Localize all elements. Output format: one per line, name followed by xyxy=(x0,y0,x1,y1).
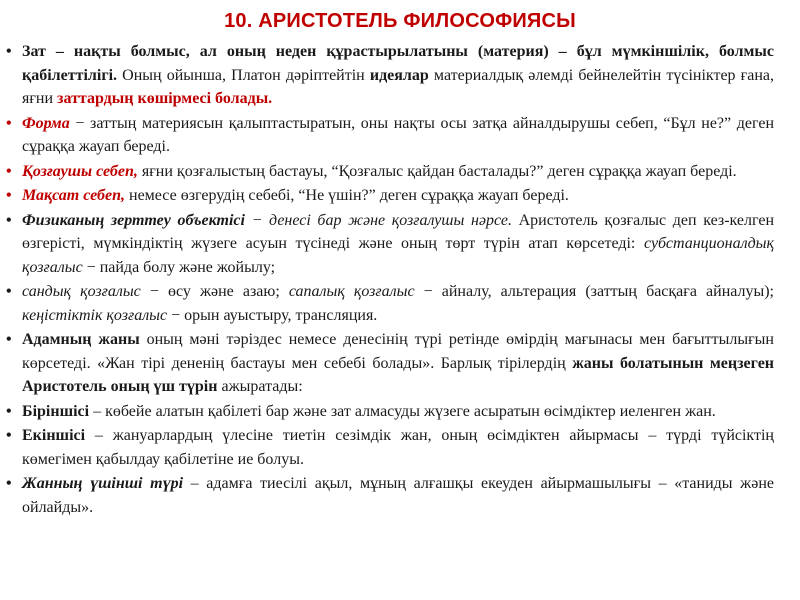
item-text-italic: сапалық қозғалыс xyxy=(288,283,415,300)
item-term: Біріншісі xyxy=(22,402,90,420)
item-text: – көбейе алатын қабілеті бар және зат алмасуды жүзеге асыратын өсімдіктер иеленген жан. xyxy=(89,402,716,420)
item-term: Адамның жаны xyxy=(22,331,140,348)
item-text: – адамға тиесілі ақыл, мұның алғашқы екеуден айырмашылығы – «таниды және ойлайды». xyxy=(22,475,775,516)
list-item-moving-cause xyxy=(6,160,774,184)
item-text-italic: − денесі бар және қозғалушы нәрсе. xyxy=(244,211,512,229)
item-term: Физиканың зерттеу объектісі xyxy=(22,211,245,229)
item-text: оның мәні тәріздес немесе денесінің түрі ретінде өмірдің мағынасы мен бағыттылығын көрсетеді. «Жан тірі дененің бастауы мен себебі болады». Барлық тірілердің xyxy=(22,331,774,372)
item-text-bold: жаны болатынын меңзеген Аристотель оның үш түрін xyxy=(22,354,775,395)
bullet-icon: • xyxy=(6,283,12,300)
bullet-icon: • xyxy=(6,475,12,492)
item-text: материалдық әлемді бейнелейтін түсініктер ғана, яғни xyxy=(22,66,775,107)
item-text: ажыратады: xyxy=(217,378,303,395)
item-text: Оның ойынша, Платон дәріптейтін xyxy=(117,66,370,84)
item-text: яғни қозғалыстың бастауы, “Қозғалыс қайдан басталады?” деген сұраққа жауап береді. xyxy=(137,162,737,180)
item-text-italic: субстанционалдық қозғалыс xyxy=(22,235,774,276)
list-item-form xyxy=(6,112,774,159)
list-item-first-soul xyxy=(6,400,774,424)
list-item-second-soul xyxy=(6,424,774,471)
bullet-icon: • xyxy=(6,114,12,132)
item-text-bold: Зат – нақты болмыс, ал оның неден құрастырылатыны (материя) – бұл мүмкіншілік, болмыс қабілеттілігі. xyxy=(22,43,774,84)
bullet-icon: • xyxy=(6,162,12,180)
list-item-final-cause xyxy=(6,184,774,208)
item-text: − пайда болу және жойылу; xyxy=(82,258,276,276)
item-text-italic: сандық қозғалыс xyxy=(22,283,141,300)
list-item-third-soul xyxy=(6,472,774,519)
list-item-motion-types xyxy=(6,280,774,327)
item-term: Екіншісі xyxy=(22,427,86,444)
list-item-soul xyxy=(6,328,774,399)
item-text: Аристотель қозғалыс деп кез-келген өзгерісті, мүмкіндіктің жүзеге асуын түсінеді және оның төрт түрін атап көрсетеді: xyxy=(22,211,775,252)
item-text: − айналу, альтерация (заттың басқаға айналуы); xyxy=(414,283,775,300)
item-term: Қозғаушы себеп, xyxy=(22,162,138,180)
item-term: Мақсат себеп, xyxy=(22,187,126,204)
item-term: Форма xyxy=(22,114,70,132)
content-list xyxy=(6,40,774,519)
item-text-highlight: заттардың көшірмесі болады. xyxy=(57,90,273,107)
bullet-icon: • xyxy=(6,402,12,420)
item-text-italic: кеңістіктік қозғалыс xyxy=(22,306,168,324)
item-term: Жанның үшінші түрі xyxy=(22,475,184,492)
list-item-matter xyxy=(6,40,774,111)
item-text-bold: идеялар xyxy=(369,66,429,84)
bullet-icon: • xyxy=(6,211,12,229)
bullet-icon: • xyxy=(6,427,12,444)
slide-title: 10. АРИСТОТЕЛЬ ФИЛОСОФИЯСЫ xyxy=(224,10,576,32)
bullet-icon: • xyxy=(6,187,12,204)
item-text: – жануарлардың үлесіне тиетін сезімдік жан, оның өсімдіктен айырмасы – түрді түйсіктің көмегімен қабылдау қабілетіне ие болуы. xyxy=(22,427,774,468)
list-item-physics xyxy=(6,209,774,280)
bullet-icon: • xyxy=(6,43,12,60)
item-text: немесе өзгерудің себебі, “Не үшін?” деген сұраққа жауап береді. xyxy=(125,187,569,204)
item-text: − өсу және азаю; xyxy=(140,283,289,300)
item-text: − заттың материясын қалыптастыратын, оны нақты осы затқа айналдырушы себеп, “Бұл не?” деген сұраққа жауап береді. xyxy=(22,114,774,155)
item-text: − орын ауыстыру, трансляция. xyxy=(167,306,378,324)
bullet-icon: • xyxy=(6,331,12,348)
